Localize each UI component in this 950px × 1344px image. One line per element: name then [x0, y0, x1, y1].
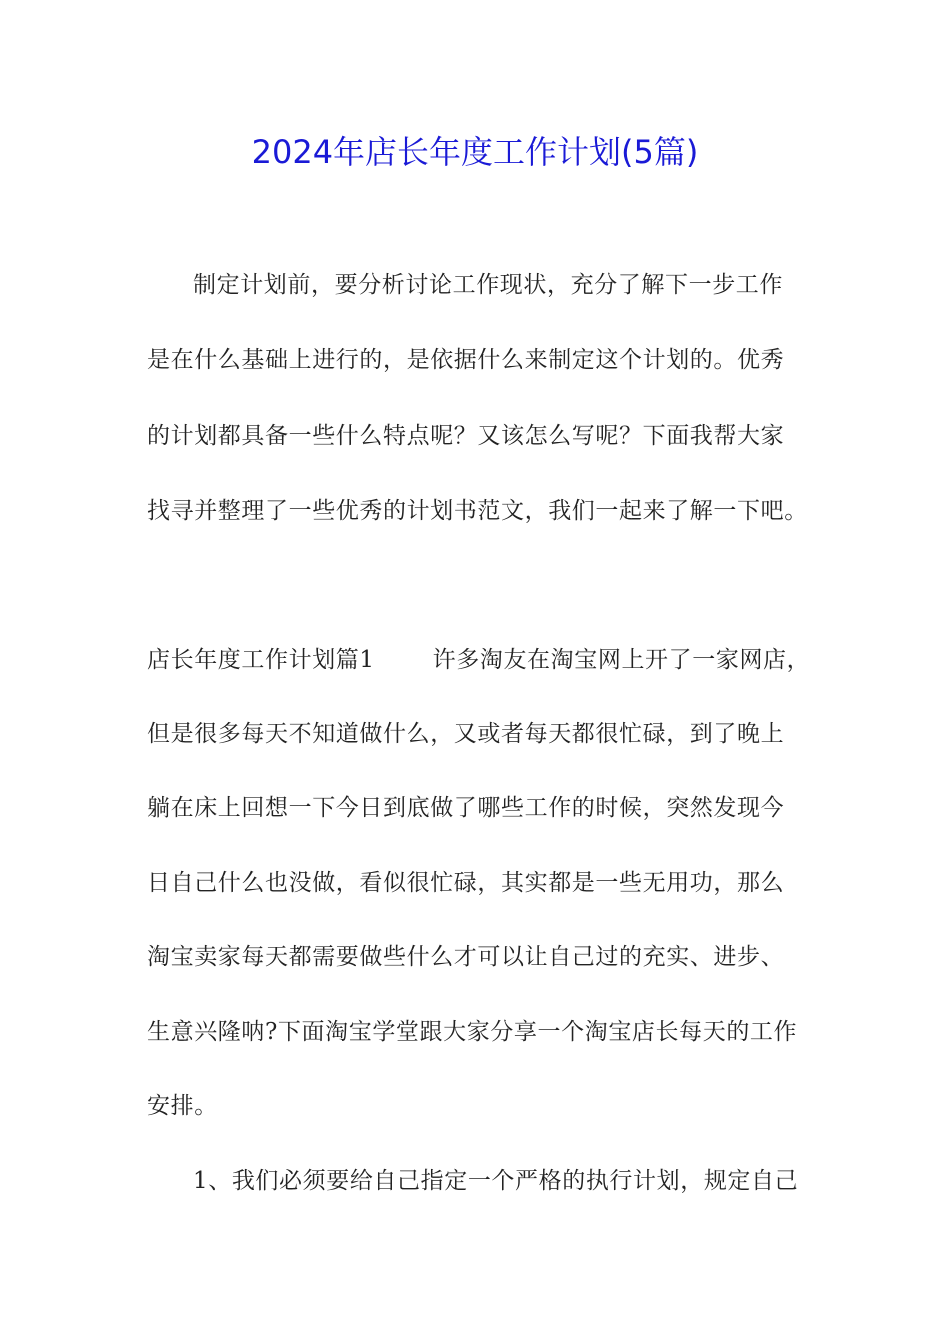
section1-line-2: 但是很多每天不知道做什么，又或者每天都很忙碌，到了晚上 — [147, 721, 785, 747]
section1-first-text: 许多淘友在淘宝网上开了一家网店， — [432, 647, 811, 673]
section1-line-6: 生意兴隆呐?下面淘宝学堂跟大家分享一个淘宝店长每天的工作 — [147, 1019, 798, 1045]
intro-line-3: 的计划都具备一些什么特点呢？又该怎么写呢？下面我帮大家 — [147, 423, 785, 449]
item1-line: 1、我们必须要给自己指定一个严格的执行计划，规定自己 — [193, 1168, 799, 1194]
document-title: 2024年店长年度工作计划(5篇) — [251, 133, 699, 171]
section1-heading: 店长年度工作计划篇1 — [147, 647, 375, 673]
section1-line-4: 日自己什么也没做，看似很忙碌，其实都是一些无用功，那么 — [147, 870, 785, 896]
section1-line-5: 淘宝卖家每天都需要做些什么才可以让自己过的充实、进步、 — [147, 944, 785, 970]
intro-line-4: 找寻并整理了一些优秀的计划书范文，我们一起来了解一下吧。 — [147, 498, 808, 524]
intro-line-2: 是在什么基础上进行的，是依据什么来制定这个计划的。优秀 — [147, 347, 785, 373]
section1-first-line — [147, 643, 817, 677]
section1-line-3: 躺在床上回想一下今日到底做了哪些工作的时候，突然发现今 — [147, 795, 785, 821]
intro-line-1: 制定计划前，要分析讨论工作现状，充分了解下一步工作 — [193, 272, 783, 298]
section1-line-7: 安排。 — [147, 1093, 218, 1119]
